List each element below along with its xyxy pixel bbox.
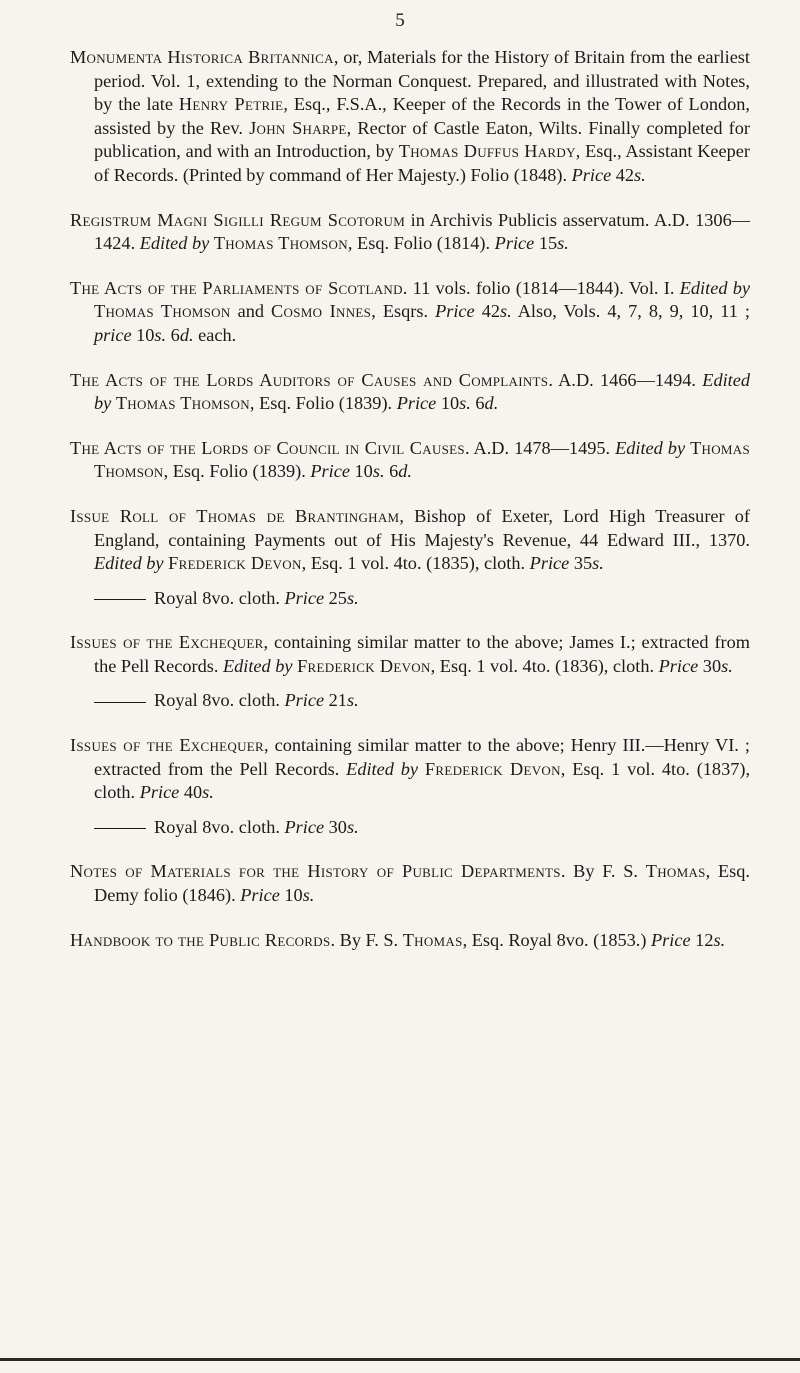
entry-text: , Rector of Castle Eaton, Wilts. Finally completed for publication, and with an Introduction, by	[94, 117, 750, 162]
small-caps-text: The Acts of the Lords of Council in Civil Causes	[70, 437, 465, 458]
small-caps-text: Thomas	[645, 861, 706, 882]
page-number: 5	[395, 10, 405, 31]
italic-text: Edited by	[139, 233, 210, 254]
italic-text: Price	[284, 690, 325, 711]
italic-text: s.	[713, 929, 726, 950]
small-caps-text: Thomas Duffus Hardy	[398, 141, 576, 162]
small-caps-text: John Sharpe	[249, 117, 347, 138]
entry-text: 35	[569, 553, 593, 574]
entry-text: , Esq. 1 vol. 4to. (1835), cloth.	[301, 553, 530, 574]
italic-text: Edited by	[222, 655, 293, 676]
entry-text: 12	[690, 929, 714, 950]
small-caps-text: Issue Roll of Thomas de Brantingham	[70, 505, 400, 526]
italic-text: s.	[499, 301, 512, 322]
small-caps-text: Issues of the Exchequer	[70, 735, 264, 756]
entry-text: 6	[470, 393, 485, 414]
entry-text: 40	[179, 782, 203, 803]
entry-text: 6	[166, 324, 180, 345]
entry-text: 30	[698, 655, 722, 676]
italic-text: s.	[721, 655, 733, 676]
italic-text: s.	[592, 553, 604, 574]
entry-text: . By F. S.	[560, 861, 646, 882]
entry-text: . A.D. 1466—1494.	[548, 369, 703, 390]
catalogue-sub-entry	[70, 587, 750, 611]
entry-text: , Esq. Royal 8vo. (1853.)	[462, 929, 652, 950]
entry-text: , Esq., F.S.A., Keeper of the Records in the Tower of London, assisted by the Rev.	[94, 94, 751, 138]
italic-text: d.	[484, 393, 499, 414]
entry-text: , Esq. 1 vol. 4to. (1837), cloth.	[94, 758, 751, 803]
small-caps-text: Thomas	[402, 929, 463, 950]
catalogue-entry	[70, 929, 750, 953]
entry-text: Royal 8vo. cloth.	[154, 587, 285, 608]
entry-text: 30	[324, 816, 347, 837]
entry-text: 42	[474, 301, 500, 322]
small-caps-text: Thomas Thomson	[94, 301, 231, 322]
italic-text: s.	[346, 690, 359, 711]
catalogue-entry	[70, 505, 750, 576]
entry-text: , containing similar matter to the above; James I.; extracted from the Pell Records.	[94, 632, 750, 676]
italic-text: Price	[139, 782, 180, 803]
small-caps-text: Registrum Magni Sigilli Regum Scotorum	[70, 209, 406, 230]
entry-text: 6	[384, 461, 399, 482]
small-caps-text: Frederick Devon	[424, 758, 561, 779]
catalogue-entry	[70, 437, 750, 484]
italic-text: Price	[240, 885, 280, 906]
italic-text: s.	[557, 233, 569, 254]
entry-text: . A.D. 1478—1495.	[464, 437, 616, 458]
entry-text: each.	[193, 324, 237, 345]
italic-text: s.	[202, 782, 214, 803]
small-caps-text: Thomas Thomson	[94, 437, 751, 482]
small-caps-text: Henry Petrie	[178, 94, 284, 115]
italic-text: s.	[154, 324, 167, 345]
small-caps-text: Issues of the Exchequer	[70, 632, 264, 653]
entry-text: , Esq. Folio (1839).	[249, 393, 397, 414]
entry-text: 10	[349, 461, 373, 482]
small-caps-text: The Acts of the Lords Auditors of Causes and Complaints	[70, 369, 549, 390]
small-caps-text: Cosmo Innes	[271, 301, 372, 322]
catalogue-entry	[70, 209, 750, 256]
entry-text: , or, Materials for the History of Britain from the earliest period. Vol. 1, extending to the Norman Conquest. Prepared, and illustrated with Notes, by the late	[94, 47, 750, 115]
italic-text: Price	[284, 587, 325, 608]
italic-text: Edited by	[679, 277, 751, 298]
italic-text: Price	[494, 233, 535, 254]
entry-text: , containing similar matter to the above; Henry III.—Henry VI. ; extracted from the Pell Records.	[94, 735, 750, 779]
entry-text: . 11 vols. folio (1814—1844). Vol. I.	[402, 277, 680, 298]
italic-text: Price	[310, 461, 350, 482]
entry-text: Royal 8vo. cloth.	[154, 816, 285, 837]
ditto-dash	[94, 702, 146, 703]
entry-text: 15	[534, 233, 558, 254]
italic-text: s.	[459, 393, 471, 414]
entry-text: and	[230, 301, 272, 322]
small-caps-text: Thomas Thomson	[213, 233, 348, 254]
catalogue-entries	[70, 46, 750, 973]
catalogue-sub-entry	[70, 816, 750, 840]
entry-text: 42	[611, 164, 635, 185]
entry-text: 25	[324, 587, 347, 608]
small-caps-text: The Acts of the Parliaments of Scotland	[70, 277, 403, 298]
entry-text: in Archivis Publicis asservatum. A.D. 1306—1424.	[94, 209, 750, 254]
small-caps-text: Monumenta Historica Britannica	[70, 47, 334, 67]
entry-text: 10	[436, 393, 460, 414]
page-bottom-rule	[0, 1358, 800, 1361]
entry-text: , Esq., Assistant Keeper of Records. (Printed by command of Her Majesty.) Folio (1848).	[94, 141, 750, 185]
entry-text: . By F. S.	[330, 929, 403, 950]
entry-text: , Bishop of Exeter, Lord High Treasurer of England, containing Payments out of His Majesty's Revenue, 44 Edward III., 1370.	[94, 505, 750, 550]
entry-text: 10	[279, 885, 303, 906]
entry-text: , Esq. Folio (1839).	[163, 461, 311, 482]
ditto-dash	[94, 599, 146, 600]
italic-text: s.	[346, 816, 359, 837]
italic-text: Price	[571, 164, 612, 185]
entry-text	[418, 759, 425, 779]
italic-text: Price	[651, 929, 691, 950]
entry-text: , Esqrs.	[371, 301, 436, 322]
entry-text: Also, Vols. 4, 7, 8, 9, 10, 11 ;	[511, 301, 750, 322]
small-caps-text: Frederick Devon	[297, 655, 431, 676]
italic-text: d.	[179, 324, 194, 345]
small-caps-text: Thomas Thomson	[115, 393, 250, 414]
small-caps-text: Frederick Devon	[168, 553, 302, 574]
italic-text: Price	[658, 655, 699, 676]
italic-text: Price	[529, 553, 570, 574]
small-caps-text: Notes of Materials for the History of Public Departments	[70, 861, 561, 882]
italic-text: Edited by	[346, 758, 419, 779]
italic-text: Price	[435, 301, 475, 322]
catalogue-entry	[70, 277, 750, 348]
italic-text: s.	[634, 164, 646, 185]
catalogue-entry	[70, 46, 750, 188]
catalogue-entry	[70, 631, 750, 678]
italic-text: Price	[284, 816, 325, 837]
italic-text: Edited by	[94, 553, 164, 574]
italic-text: Price	[396, 393, 437, 414]
catalogue-entry	[70, 369, 750, 416]
entry-text: , Esq. Folio (1814).	[347, 233, 495, 254]
catalogue-entry	[70, 860, 750, 907]
italic-text: s.	[372, 461, 385, 482]
italic-text: s.	[346, 587, 359, 608]
entry-text: , Esq. Demy folio (1846).	[94, 861, 750, 906]
italic-text: Edited by	[615, 437, 686, 458]
italic-text: Edited by	[94, 369, 751, 414]
catalogue-entry	[70, 734, 750, 805]
entry-text: 21	[324, 690, 347, 711]
catalogue-sub-entry	[70, 689, 750, 713]
entry-text: Royal 8vo. cloth.	[154, 690, 285, 711]
small-caps-text: Handbook to the Public Records	[70, 929, 331, 950]
entry-text: 10	[131, 324, 155, 345]
italic-text: d.	[398, 461, 412, 482]
italic-text: price	[94, 324, 132, 345]
italic-text: s.	[302, 885, 315, 906]
entry-text: , Esq. 1 vol. 4to. (1836), cloth.	[430, 655, 659, 676]
ditto-dash	[94, 828, 146, 829]
